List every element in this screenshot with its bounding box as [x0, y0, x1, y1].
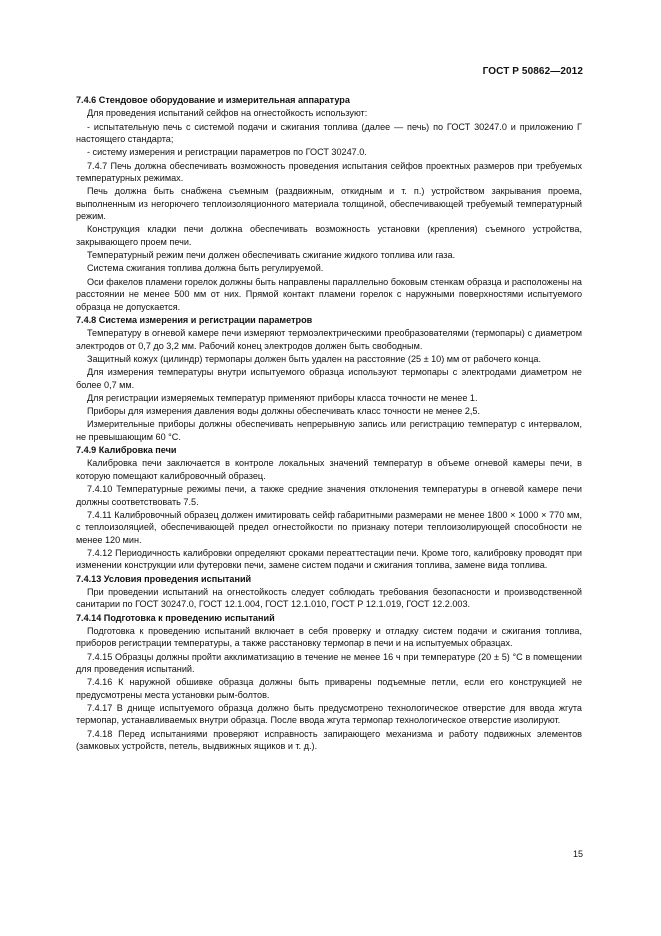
- section-heading: 7.4.14 Подготовка к проведению испытаний: [76, 612, 275, 623]
- paragraph: 7.4.11 Калибровочный образец должен имитировать сейф габаритными размерами не менее 1800 × 1000 × 770 мм, с теплоизоляцией, обеспечивающей предел огнестойкости по признаку потери теплоизолирующей способности не менее 120 мин.: [76, 509, 582, 545]
- paragraph: Для регистрации измеряемых температур применяют приборы класса точности не менее 1.: [87, 392, 478, 403]
- paragraph: 7.4.18 Перед испытаниями проверяют исправность запирающего механизма и работу подвижных элементов (замковых устройств, петель, выдвижных ящиков и т. д.).: [76, 728, 582, 752]
- paragraph: 7.4.16 К наружной обшивке образца должны быть приварены подъемные петли, если его конструкцией не предусмотрены места установки рым-болтов.: [76, 677, 582, 700]
- section-heading: 7.4.8 Система измерения и регистрации параметров: [76, 314, 313, 325]
- paragraph: Оси факелов пламени горелок должны быть направлены параллельно боковым стенкам образца и расположены на расстоянии не менее 500 мм от них. Прямой контакт пламени горелок с наружными поверхностями испытуемого образца не допускается.: [76, 276, 582, 312]
- paragraph: Температурный режим печи должен обеспечивать сжигание жидкого топлива или газа.: [87, 250, 456, 261]
- paragraph: Калибровка печи заключается в контроле локальных значений температур в объеме огневой камеры печи, в которую помещают калибровочный образец.: [76, 458, 582, 481]
- standard-designation: ГОСТ Р 50862—2012: [482, 66, 583, 77]
- paragraph: 7.4.17 В днище испытуемого образца должно быть предусмотрено технологическое отверстие для ввода жгута термопар, устанавливаемых внутри образца. После ввода жгута термопар технологическое отверстие изолируют.: [76, 703, 582, 726]
- paragraph: 7.4.7 Печь должна обеспечивать возможность проведения испытания сейфов проектных размеров при требуемых температурных режимах.: [76, 160, 582, 183]
- paragraph: 7.4.15 Образцы должны пройти акклиматизацию в течение не менее 16 ч при температуре (20 ± 5) °С в помещении для проведения испытаний.: [76, 651, 582, 675]
- list-item: - систему измерения и регистрации параметров по ГОСТ 30247.0.: [87, 147, 367, 158]
- list-item: - испытательную печь с системой подачи и сжигания топлива (далее — печь) по ГОСТ 30247.0 и приложению Г настоящего стандарта;: [76, 121, 582, 144]
- paragraph: Защитный кожух (цилиндр) термопары должен быть удален на расстояние (25 ± 10) мм от рабочего конца.: [87, 353, 541, 364]
- paragraph: 7.4.12 Периодичность калибровки определяют сроками переаттестации печи. Кроме того, калибровку проводят при изменении конструкции или футеровки печи, замене систем подачи и сжигания топлива, замене вида топлива.: [76, 547, 582, 571]
- document-body: [76, 94, 582, 753]
- paragraph: Система сжигания топлива должна быть регулируемой.: [87, 263, 324, 274]
- section-heading: 7.4.13 Условия проведения испытаний: [76, 573, 252, 584]
- paragraph: 7.4.10 Температурные режимы печи, а также средние значения отклонения температуры в огневой камере печи должны соответствовать 7.5.: [76, 484, 582, 507]
- paragraph: При проведении испытаний на огнестойкость следует соблюдать требования безопасности и производственной санитарии по ГОСТ 30247.0, ГОСТ 12.1.004, ГОСТ 12.1.010, ГОСТ Р 12.1.019, ГОСТ 12.2.003.: [76, 586, 582, 610]
- paragraph: Конструкция кладки печи должна обеспечивать возможность установки (крепления) съемного устройства, закрывающего проем печи.: [76, 224, 582, 247]
- section-heading: 7.4.6 Стендовое оборудование и измерительная аппаратура: [76, 95, 350, 105]
- paragraph: Печь должна быть снабжена съемным (раздвижным, откидным и т. п.) устройством закрывания проема, выполненным из негорючего теплоизоляционного материала толщиной, обеспечивающей требуемый температурный режим.: [76, 186, 582, 222]
- paragraph: Приборы для измерения давления воды должны обеспечивать класс точности не менее 2,5.: [87, 406, 480, 417]
- paragraph: Подготовка к проведению испытаний включает в себя проверку и отладку систем подачи и сжигания топлива, приборов регистрации температуры, а также расстановку термопар в печи и на испытуемых образцах.: [76, 625, 582, 649]
- paragraph: Измерительные приборы должны обеспечивать непрерывную запись или регистрацию температур с интервалом, не превышающим 60 °С.: [76, 419, 582, 442]
- paragraph: Температуру в огневой камере печи измеряют термоэлектрическими преобразователями (термопары) с диаметром электродов от 0,7 до 3,2 мм. Рабочий конец электродов должен быть свободным.: [76, 328, 582, 351]
- paragraph: Для измерения температуры внутри испытуемого образца используют термопары с электродами диаметром не более 0,7 мм.: [76, 367, 582, 390]
- page-number: 15: [572, 849, 583, 859]
- section-heading: 7.4.9 Калибровка печи: [76, 445, 177, 456]
- paragraph: Для проведения испытаний сейфов на огнестойкость используют:: [87, 108, 368, 119]
